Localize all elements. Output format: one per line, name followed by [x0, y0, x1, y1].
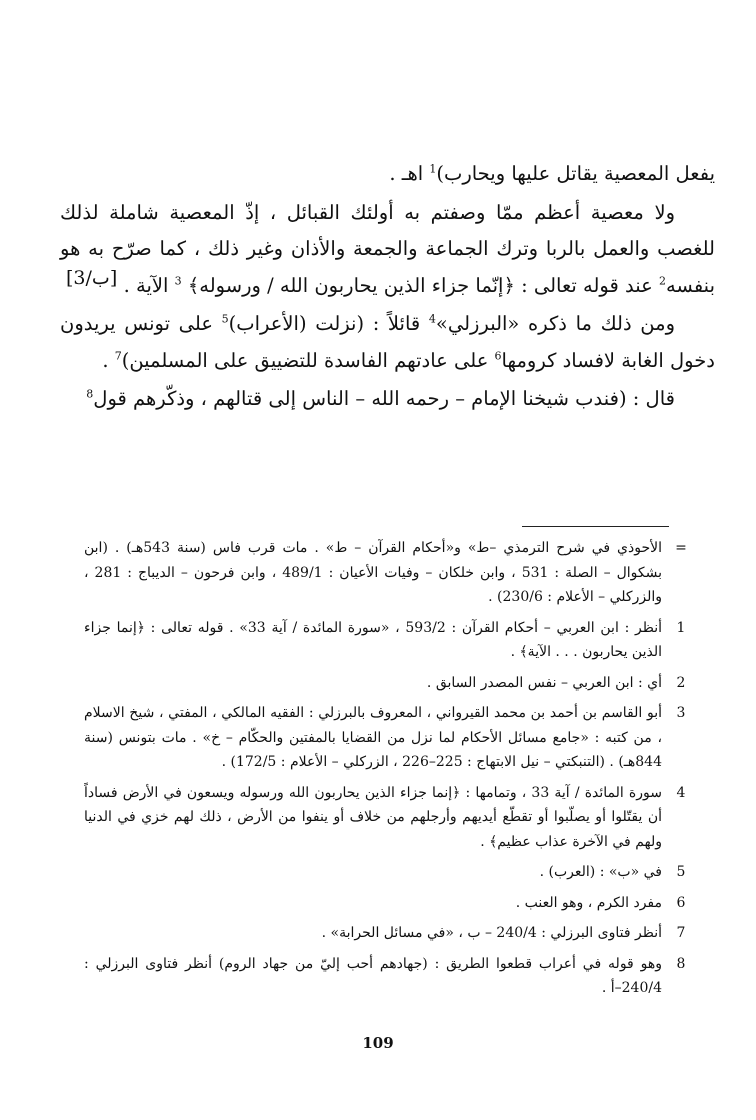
footnote-ref: 1 — [429, 162, 437, 176]
page-number: 109 — [362, 1034, 394, 1052]
footnote-number: = — [675, 540, 687, 556]
footnote-item — [84, 921, 700, 946]
footnote-item — [84, 781, 700, 855]
footnote-text: أي : ابن العربي – نفس المصدر السابق . — [426, 674, 662, 691]
footnote-ref: 3 — [174, 274, 182, 287]
footnote-ref: 6 — [494, 349, 502, 362]
footnote-item — [84, 952, 700, 1001]
main-text — [60, 156, 715, 418]
line-text: الآية . — [123, 273, 169, 297]
manuscript-folio-marker: [ب/3] — [66, 267, 118, 289]
footnote-text: مفرد الكرم ، وهو العنب . — [515, 894, 662, 911]
footnote-divider — [522, 526, 669, 527]
footnote-item — [84, 536, 700, 610]
footnote-number: 5 — [676, 864, 686, 880]
footnote-text: الأحوذي في شرح الترمذي –ط» و«أحكام القرآن – ط» . مات قرب فاس (سنة 543هـ) . (ابن بشكوال – الصلة : 531 ، وابن خلكان – وفيات الأعيان : 489/1 ، وابن فرحون – الديباج : 281 ، والزركلي – الأعلام : 230/6) . — [84, 540, 662, 605]
footnote-ref: 8 — [86, 387, 94, 401]
footnote-text: وهو قوله في أعراب قطعوا الطريق : (جهادهم أحب إليّ من جهاد الروم) أنظر فتاوى البرزلي : 240/4–أ . — [84, 955, 662, 996]
footnote-number: 3 — [676, 705, 686, 721]
line-text: يفعل المعصية يقاتل عليها ويحارب) — [436, 162, 715, 185]
paragraph-4 — [60, 381, 715, 418]
paragraph-2 — [60, 195, 715, 305]
footnote-item — [84, 616, 700, 665]
footnote-ref: 4 — [428, 312, 436, 326]
footnote-text: أنظر : ابن العربي – أحكام القرآن : 593/2 ، «سورة المائدة / آية 33» . قوله تعالى : ﴿إنما جزاء الذين يحاربون . . . الآية﴾ . — [84, 619, 663, 660]
footnote-item — [84, 671, 700, 696]
footnote-number: 1 — [676, 619, 686, 636]
line-text: على تونس يريدون دخول الغابة لافساد كرومها — [60, 312, 715, 372]
footnote-ref: 5 — [221, 312, 229, 326]
footnote-number: 8 — [676, 955, 686, 972]
line-text: قال : (فندب شيخنا الإمام – رحمه الله – الناس إلى قتالهم ، وذكّرهم قول — [93, 387, 675, 410]
footnote-text: سورة المائدة / آية 33 ، وتمامها : ﴿إنما جزاء الذين يحاربون الله ورسوله ويسعون في الأرض فساداً أن يقتّلوا أو يصلّبوا أو تقطّع أيديهم وأرجلهم من خلاف أو ينفوا من الأرض ، ذلك لهم خزي في الدنيا ولهم في الآخرة عذاب عظيم﴾ . — [84, 784, 662, 850]
paragraph-3 — [60, 306, 715, 379]
line-text: قائلاً : (نزلت (الأعراب) — [228, 312, 421, 335]
footnote-text: أبو القاسم بن أحمد بن محمد القيرواني ، المعروف بالبرزلي : الفقيه المالكي ، المفتي ، شيخ الاسلام ، من كتبه : «جامع مسائل الأحكام لما نزل من القضايا بالمفتين والحكّام – خ» . مات بتونس (سنة 844هـ) . (التنبكتي – نيل الابتهاج : 225–226 ، الزركلي – الأعلام : 172/5) . — [84, 705, 662, 770]
line-text: اهـ . — [389, 162, 424, 185]
line-text: على عادتهم الفاسدة للتضييق على المسلمين) — [121, 348, 489, 372]
line-text: عند قوله تعالى : ﴿إنّما جزاء الذين يحاربون الله / ورسوله﴾ — [187, 273, 653, 297]
line-text: ولا معصية أعظم ممّا وصفتم به أولئك القبائل ، إذّ المعصية شاملة لذلك للغصب والعمل بالربا وترك الجماعة والجمعة والأذان وغير ذلك ، كما صرّح به هو بنفسه — [60, 200, 715, 297]
footnote-ref: 7 — [114, 349, 122, 362]
footnote-number: 6 — [676, 894, 686, 911]
footnote-number: 7 — [676, 925, 686, 941]
footnote-item — [84, 860, 700, 885]
footnote-item — [84, 701, 700, 775]
footnotes — [84, 536, 700, 1001]
footnote-number: 4 — [676, 784, 686, 801]
footnote-number: 2 — [676, 674, 686, 691]
footnote-ref: 2 — [658, 274, 666, 287]
line-text: ومن ذلك ما ذكره «البرزلي» — [435, 312, 675, 335]
paragraph-1 — [60, 156, 715, 193]
footnote-text: في «ب» : (العرب) . — [539, 864, 662, 880]
footnote-item — [84, 891, 700, 916]
line-text: . — [102, 348, 109, 372]
footnote-text: أنظر فتاوى البرزلي : 240/4 – ب ، «في مسائل الحرابة» . — [321, 925, 662, 941]
